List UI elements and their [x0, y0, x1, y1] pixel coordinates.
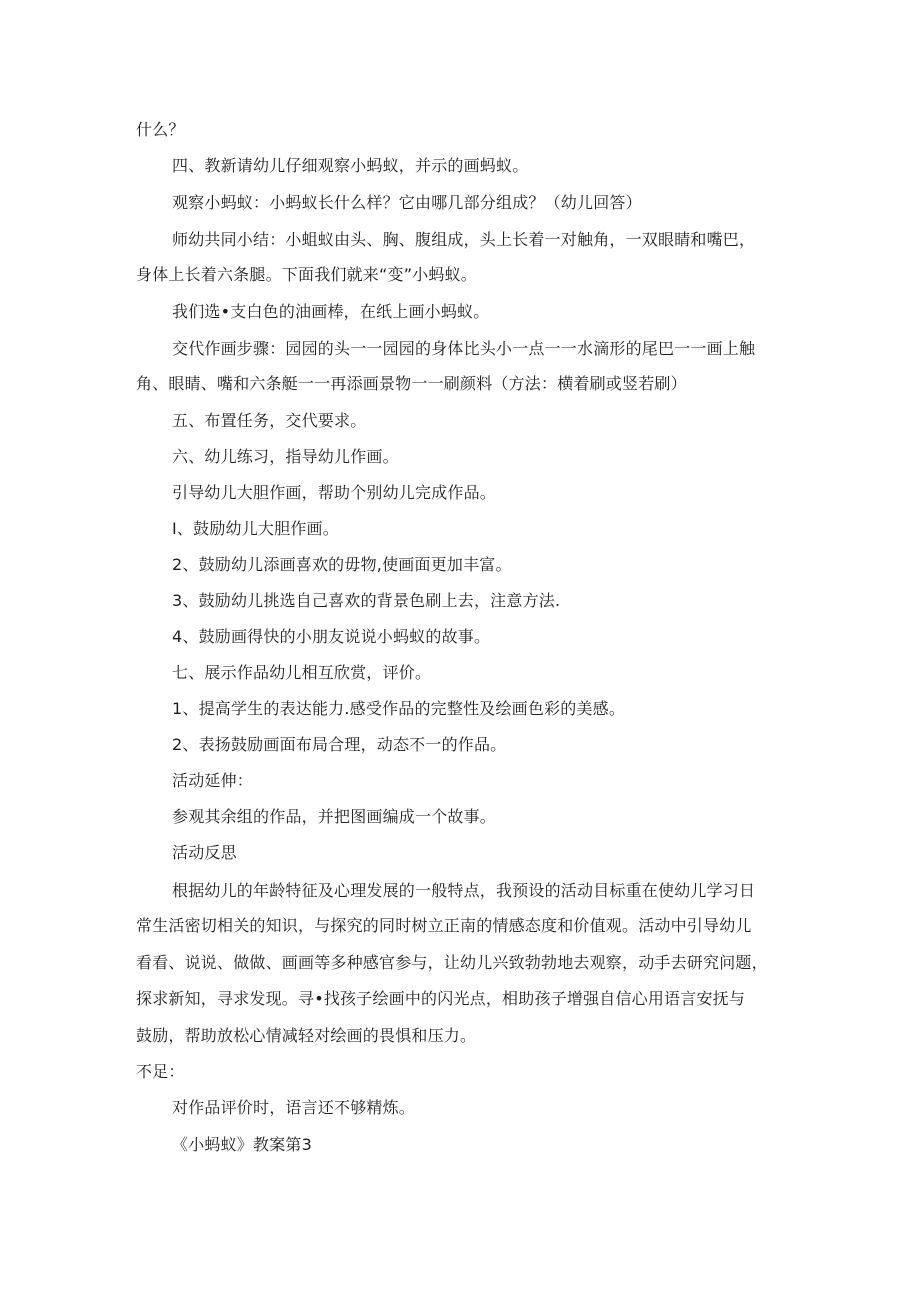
text-line: 鼓励，帮助放松心情减轻对绘画的畏惧和压力。 — [136, 1026, 477, 1045]
section-heading: 六、幼儿练习，指导幼儿作画。 — [172, 447, 399, 466]
section-heading: 五、布置任务，交代要求。 — [172, 411, 367, 430]
text-line: 身体上长着六条腿。下面我们就来“变”小蚂蚁。 — [136, 265, 477, 284]
section-heading: 四、教新请幼儿仔细观察小蚂蚁，并示的画蚂蚁。 — [172, 156, 529, 175]
text-line: 什么？ — [136, 120, 185, 139]
section-heading: 七、展示作品幼儿相互欣赏，评价。 — [172, 663, 432, 682]
text-line: 看看、说说、做做、画画等多种感官参与，让幼儿兴致勃勃地去观察，动手去研究问题， — [136, 953, 768, 972]
list-item: 1、提高学生的表达能力.感受作品的完整性及绘画色彩的美感。 — [172, 699, 626, 718]
text-line: 对作品评价时，语言还不够精炼。 — [172, 1098, 416, 1117]
text-line: 师幼共同小结：小蛆蚁由头、胸、腹组成，头上长着一对触角，一双眼睛和嘴巴， — [172, 230, 756, 249]
text-line: 交代作画步骤：园园的头一一园园的身体比头小一点一一水滴形的尾巴一一画上触 — [172, 339, 756, 358]
list-item: 2、表扬鼓励画面布局合理，动态不一的作品。 — [172, 735, 507, 754]
text-line: 角、眼睛、嘴和六条艇一一再添画景物一一刷颜料（方法：横着刷或竖若刷） — [136, 374, 687, 393]
text-line: 根据幼儿的年龄特征及心理发展的一般特点，我预设的活动目标重在使幼儿学习日 — [172, 881, 756, 900]
list-item: 3、鼓励幼儿挑选自己喜欢的背景色刷上去，注意方法. — [172, 591, 561, 610]
list-item: I、鼓励幼儿大胆作画。 — [172, 519, 339, 538]
section-heading: 活动反思 — [172, 843, 237, 862]
text-line: 常生活密切相关的知识，与探究的同时树立正南的情感态度和价值观。活动中引导幼儿 — [136, 916, 752, 935]
document-title: 《小蚂蚁》教案第3 — [172, 1135, 312, 1154]
text-line: 引导幼儿大胆作画，帮助个别幼儿完成作品。 — [172, 483, 497, 502]
text-line: 探求新知，寻求发现。寻•找孩子绘画中的闪光点，相助孩子增强自信心用语言安抚与 — [136, 989, 746, 1008]
section-heading: 不足： — [136, 1062, 185, 1081]
text-line: 参观其余组的作品，并把图画编成一个故事。 — [172, 807, 497, 826]
text-line: 观察小蚂蚁：小蚂蚁长什么样？它由哪几部分组成？（幼儿回答） — [172, 193, 642, 212]
section-heading: 活动延伸： — [172, 771, 254, 790]
text-line: 我们选•支白色的油画棒，在纸上画小蚂蚁。 — [172, 302, 490, 321]
list-item: 2、鼓励幼儿添画喜欢的毋物,使画面更加丰富。 — [172, 555, 512, 574]
list-item: 4、鼓励画得快的小朋友说说小蚂蚁的故事。 — [172, 627, 491, 646]
